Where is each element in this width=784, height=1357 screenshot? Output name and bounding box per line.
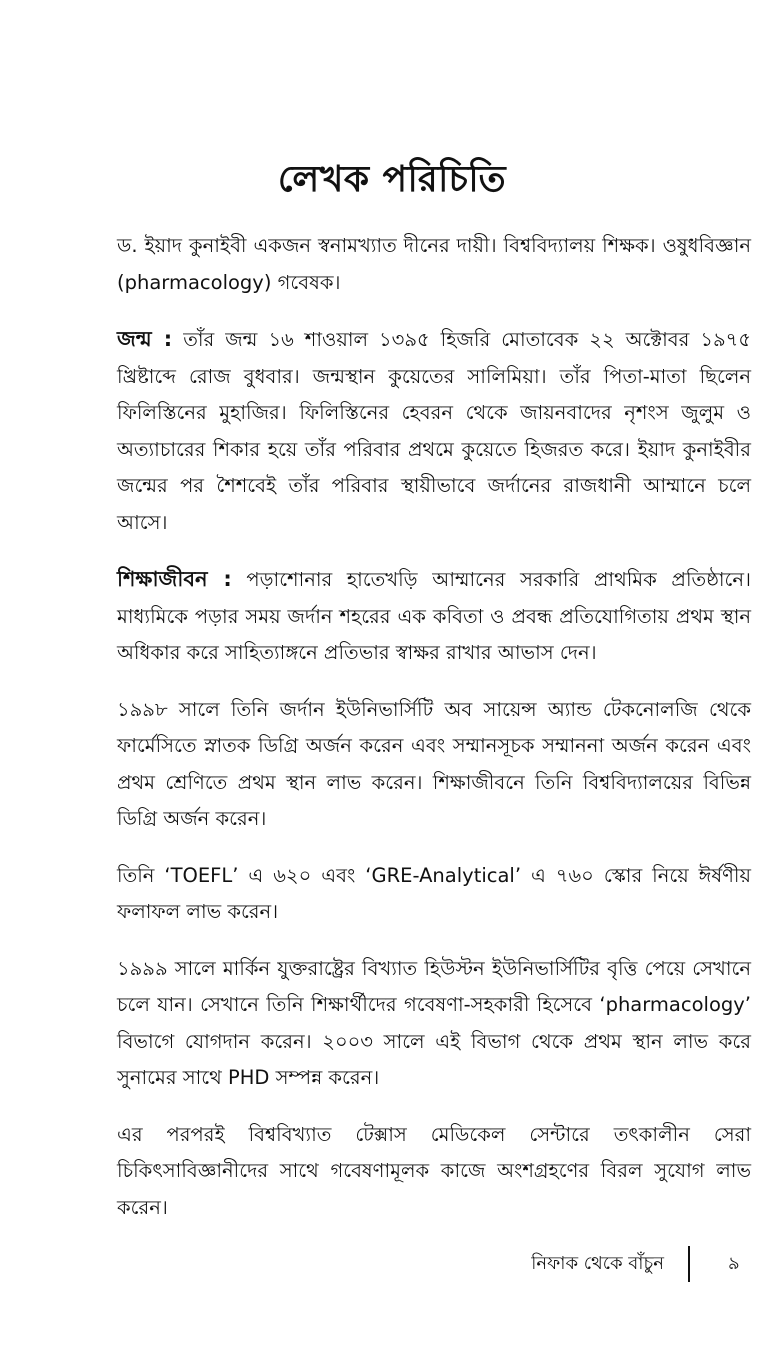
page-footer	[0, 1240, 784, 1288]
paragraph-lead-birth: জন্ম :	[117, 327, 173, 351]
paragraph-degree	[117, 692, 751, 838]
paragraph-text: তাঁর জন্ম ১৬ শাওয়াল ১৩৯৫ হিজরি মোতাবেক ২২ অক্টোবর ১৯৭৫ খ্রিষ্টাব্দে রোজ বুধবার। জন্মস্থান কুয়েতের সালিমিয়া। তাঁর পিতা-মাতা ছিলেন ফিলিস্তিনের মুহাজির। ফিলিস্তিনের হেবরন থেকে জায়নবাদের নৃশংস জুলুম ও অত্যাচারের শিকার হয়ে তাঁর পরিবার প্রথমে কুয়েতে হিজরত করে। ইয়াদ কুনাইবীর জন্মের পর শৈশবেই তাঁর পরিবার স্থায়ীভাবে জর্দানের রাজধানী আম্মানে চলে আসে।	[117, 328, 751, 534]
footer-book-title: নিফাক থেকে বাঁচুন	[531, 1253, 664, 1274]
paragraph-education	[117, 561, 751, 672]
paragraph-text: ১৯৯৯ সালে মার্কিন যুক্তরাষ্ট্রের বিখ্যাত হিউস্টন ইউনিভার্সিটির বৃত্তি পেয়ে সেখানে চলে যান। সেখানে তিনি শিক্ষার্থীদের গবেষণা-সহকারী হিসেবে ‘pharmacology’ বিভাগে যোগদান করেন। ২০০৩ সালে এই বিভাগ থেকে প্রথম স্থান লাভ করে সুনামের সাথে PHD সম্পন্ন করেন।	[117, 956, 751, 1089]
paragraph-lead-education: শিক্ষাজীবন :	[117, 567, 232, 591]
page-body	[117, 228, 751, 1246]
paragraph-text: তিনি ‘TOEFL’ এ ৬২০ এবং ‘GRE-Analytical’ এ ৭৬০ স্কোর নিয়ে ঈর্ষণীয় ফলাফল লাভ করেন।	[117, 863, 751, 923]
paragraph-birth	[117, 321, 751, 541]
page-title: লেখক পরিচিতি	[277, 159, 507, 200]
paragraph-houston	[117, 951, 751, 1097]
paragraph-text: ১৯৯৮ সালে তিনি জর্দান ইউনিভার্সিটি অব সায়েন্স অ্যান্ড টেকনোলজি থেকে ফার্মেসিতে স্নাতক ডিগ্রি অর্জন করেন এবং সম্মানসূচক সম্মাননা অর্জন করেন এবং প্রথম শ্রেণিতে প্রথম স্থান লাভ করেন। শিক্ষাজীবনে তিনি বিশ্ববিদ্যালয়ের বিভিন্ন ডিগ্রি অর্জন করেন।	[117, 697, 751, 830]
paragraph-text: এর পরপরই বিশ্ববিখ্যাত টেক্সাস মেডিকেল সেন্টারে তৎকালীন সেরা চিকিৎসাবিজ্ঞানীদের সাথে গবেষণামূলক কাজে অংশগ্রহণের বিরল সুযোগ লাভ করেন।	[117, 1122, 751, 1219]
paragraph-text: পড়াশোনার হাতেখড়ি আম্মানের সরকারি প্রাথমিক প্রতিষ্ঠানে। মাধ্যমিকে পড়ার সময় জর্দান শহরের এক কবিতা ও প্রবন্ধ প্রতিযোগিতায় প্রথম স্থান অধিকার করে সাহিত্যাঙ্গনে প্রতিভার স্বাক্ষর রাখার আভাস দেন।	[117, 568, 751, 664]
paragraph-texas	[117, 1117, 751, 1227]
footer-divider	[688, 1246, 690, 1282]
paragraph-intro	[117, 228, 751, 301]
paragraph-scores	[117, 858, 751, 931]
footer-page-number: ৯	[728, 1253, 740, 1274]
paragraph-text: ড. ইয়াদ কুনাইবী একজন স্বনামখ্যাত দীনের দায়ী। বিশ্ববিদ্যালয় শিক্ষক। ওষুধবিজ্ঞান (pharmacology) গবেষক।	[117, 234, 751, 294]
